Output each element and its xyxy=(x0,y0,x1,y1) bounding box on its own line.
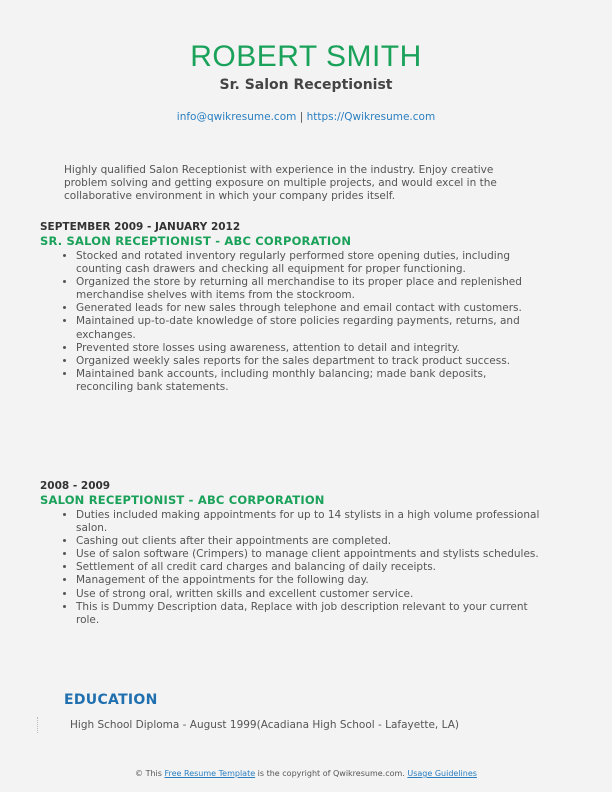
list-item: • Use of strong oral, written skills and excellent customer service. xyxy=(76,588,540,601)
job-bullets xyxy=(40,509,540,627)
list-item: • Organized the store by returning all merchandise to its proper place and replenished merchandise shelves with items from the stockroom. xyxy=(76,276,540,302)
list-item: • Duties included making appointments for up to 14 stylists in a high volume professional salon. xyxy=(76,509,540,535)
footer-prefix: © This xyxy=(135,769,165,778)
candidate-name: ROBERT SMITH xyxy=(190,40,422,73)
education-heading: EDUCATION xyxy=(64,692,158,708)
job-bullets xyxy=(40,250,540,394)
footer xyxy=(0,769,612,778)
list-item: • Maintained bank accounts, including monthly balancing; made bank deposits, reconciling bank statements. xyxy=(76,368,540,394)
job-role: SR. SALON RECEPTIONIST - ABC CORPORATION xyxy=(40,234,352,248)
list-item: • Organized weekly sales reports for the sales department to track product success. xyxy=(76,355,540,368)
summary-paragraph: Highly qualified Salon Receptionist with experience in the industry. Enjoy creative problem solving and getting exposure on multiple projects, and would excel in the collaborative environment in which your company prides itself. xyxy=(64,164,497,202)
list-item: • Use of salon software (Crimpers) to manage client appointments and stylists schedules. xyxy=(76,548,540,561)
contact-line xyxy=(0,111,612,123)
list-item: • Prevented store losses using awareness, attention to detail and integrity. xyxy=(76,342,540,355)
usage-guidelines-link[interactable]: Usage Guidelines xyxy=(407,769,477,778)
list-item: • This is Dummy Description data, Replace with job description relevant to your current role. xyxy=(76,601,540,627)
section-divider xyxy=(37,717,42,733)
list-item: • Maintained up-to-date knowledge of store policies regarding payments, returns, and exchanges. xyxy=(76,315,540,341)
free-resume-template-link[interactable]: Free Resume Template xyxy=(164,769,256,778)
list-item: • Generated leads for new sales through telephone and email contact with customers. xyxy=(76,302,540,315)
list-item: • Management of the appointments for the following day. xyxy=(76,574,540,587)
contact-separator: | xyxy=(296,111,307,123)
list-item: • Settlement of all credit card charges and balancing of daily receipts. xyxy=(76,561,540,574)
list-item: • Stocked and rotated inventory regularly performed store opening duties, including counting cash drawers and checking all equipment for proper functioning. xyxy=(76,250,540,276)
job-title: Sr. Salon Receptionist xyxy=(219,77,393,93)
email-link[interactable]: info@qwikresume.com xyxy=(176,111,297,123)
job-entry-1 xyxy=(40,221,540,394)
job-role: SALON RECEPTIONIST - ABC CORPORATION xyxy=(40,493,325,507)
job-dates: SEPTEMBER 2009 - JANUARY 2012 xyxy=(40,221,241,233)
website-link[interactable]: https://Qwikresume.com xyxy=(306,111,436,123)
education-item: High School Diploma - August 1999(Acadiana High School - Lafayette, LA) xyxy=(70,719,459,731)
job-dates: 2008 - 2009 xyxy=(40,480,111,492)
list-item: • Cashing out clients after their appointments are completed. xyxy=(76,535,540,548)
job-entry-2 xyxy=(40,480,540,627)
footer-middle: is the copyright of Qwikresume.com. xyxy=(255,769,408,778)
